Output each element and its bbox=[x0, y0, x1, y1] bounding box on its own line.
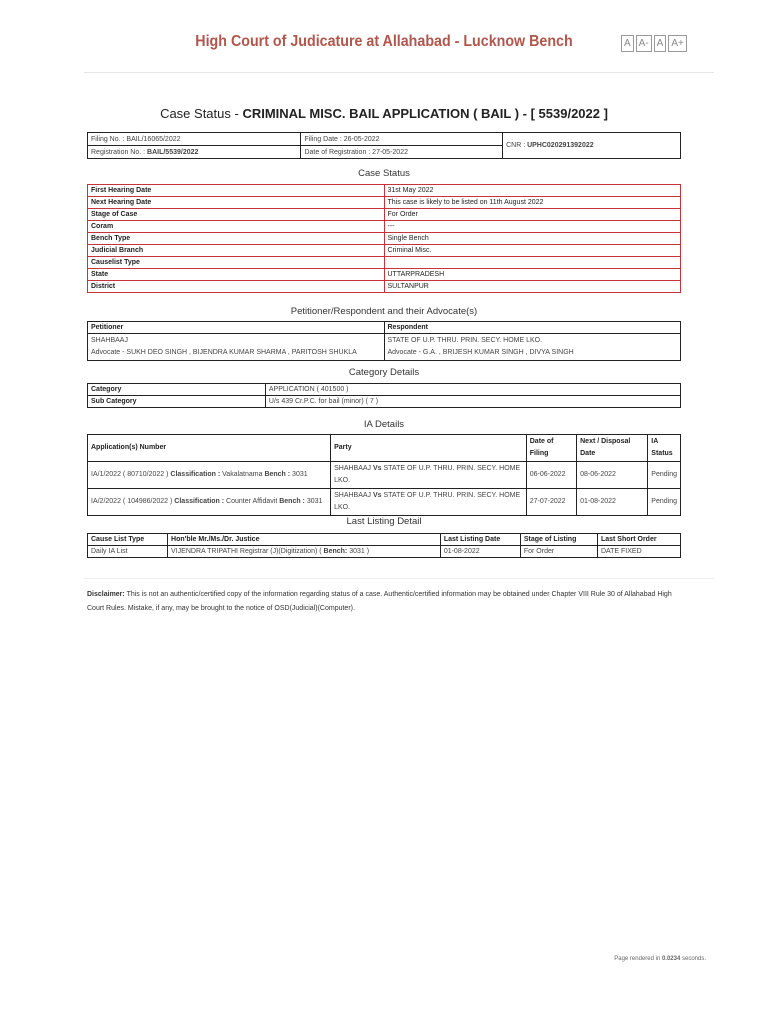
status-value: 31st May 2022 bbox=[384, 185, 681, 197]
category-heading: Category Details bbox=[348, 367, 420, 378]
category-value: APPLICATION ( 401500 ) bbox=[265, 384, 680, 396]
case-status-table bbox=[87, 184, 681, 293]
filing-no: Filing No. : BAIL/16065/2022 bbox=[88, 133, 301, 146]
status-label: Next Hearing Date bbox=[88, 197, 385, 209]
status-label: Coram bbox=[88, 221, 385, 233]
registration-no: Registration No. : BAIL/5539/2022 bbox=[88, 146, 301, 159]
listing-header-type: Cause List Type bbox=[88, 534, 168, 546]
ia-header-filing: Date of Filing bbox=[526, 435, 576, 462]
status-row bbox=[88, 221, 681, 233]
listing-header-justice: Hon'ble Mr./Ms./Dr. Justice bbox=[168, 534, 441, 546]
listing-table bbox=[87, 533, 681, 558]
ia-table bbox=[87, 434, 681, 516]
status-row bbox=[88, 185, 681, 197]
status-row bbox=[88, 233, 681, 245]
disclaimer: Disclaimer: This is not an authentic/certified copy of the information regarding status of a case. Authentic/certified information may be obtained under Chapter VIII Rule 30 of Allahabad High Court Rules. Mistake, if any, may be brought to the notice of OSD(Judicial)(Computer). bbox=[87, 591, 672, 612]
status-value: For Order bbox=[384, 209, 681, 221]
ia-header-party: Party bbox=[331, 435, 527, 462]
font-reset-button[interactable]: A bbox=[621, 35, 634, 52]
petitioner-header: Petitioner bbox=[88, 322, 385, 334]
listing-heading: Last Listing Detail bbox=[346, 516, 422, 527]
status-value: Single Bench bbox=[384, 233, 681, 245]
page-title bbox=[0, 106, 768, 121]
subcategory-value: U/s 439 Cr.P.C. for bail (minor) ( 7 ) bbox=[265, 396, 680, 408]
status-label: State bbox=[88, 269, 385, 281]
status-value: This case is likely to be listed on 11th August 2022 bbox=[384, 197, 681, 209]
ia-header-number: Application(s) Number bbox=[88, 435, 331, 462]
status-label: District bbox=[88, 281, 385, 293]
status-label: Causelist Type bbox=[88, 257, 385, 269]
status-row bbox=[88, 281, 681, 293]
status-label: Judicial Branch bbox=[88, 245, 385, 257]
ia-header-status: IA Status bbox=[648, 435, 681, 462]
parties-table bbox=[87, 321, 681, 361]
status-label: First Hearing Date bbox=[88, 185, 385, 197]
status-row bbox=[88, 257, 681, 269]
status-row bbox=[88, 197, 681, 209]
ia-row: IA/2/2022 ( 104986/2022 ) Classification : Counter Affidavit Bench : 3031 SHAHBAAJ Vs STATE OF U.P. THRU. PRIN. SECY. HOME LKO. 27-07-2022 01-08-2022 Pending bbox=[88, 489, 681, 516]
case-name: CRIMINAL MISC. BAIL APPLICATION ( BAIL ) - [ 5539/2022 ] bbox=[242, 106, 608, 121]
font-size-controls bbox=[621, 35, 687, 52]
respondent-cell: STATE OF U.P. THRU. PRIN. SECY. HOME LKO. Advocate - G.A. , BRIJESH KUMAR SINGH , DIVYA SINGH bbox=[384, 334, 681, 361]
font-increase-button[interactable]: A+ bbox=[668, 35, 687, 52]
listing-header-date: Last Listing Date bbox=[440, 534, 520, 546]
title-prefix: Case Status - bbox=[160, 106, 243, 121]
category-table bbox=[87, 383, 681, 408]
status-row bbox=[88, 209, 681, 221]
divider bbox=[84, 72, 714, 73]
cnr: CNR : UPHC020291392022 bbox=[503, 133, 681, 159]
listing-row: Daily IA List VIJENDRA TRIPATHI Registrar (J)(Digitization) ( Bench: 3031 ) 01-08-2022 For Order DATE FIXED bbox=[88, 546, 681, 558]
case-status-heading: Case Status bbox=[358, 168, 410, 179]
status-label: Bench Type bbox=[88, 233, 385, 245]
status-value: Criminal Misc. bbox=[384, 245, 681, 257]
category-label: Category bbox=[88, 384, 266, 396]
filing-date: Filing Date : 26-05-2022 bbox=[301, 133, 503, 146]
status-value: --- bbox=[384, 221, 681, 233]
case-info-table bbox=[87, 132, 681, 159]
status-row bbox=[88, 269, 681, 281]
font-decrease-button[interactable]: A- bbox=[636, 35, 652, 52]
divider bbox=[84, 578, 714, 579]
status-value: SULTANPUR bbox=[384, 281, 681, 293]
subcategory-label: Sub Category bbox=[88, 396, 266, 408]
petitioner-cell: SHAHBAAJ Advocate - SUKH DEO SINGH , BIJENDRA KUMAR SHARMA , PARITOSH SHUKLA bbox=[88, 334, 385, 361]
listing-header-stage: Stage of Listing bbox=[520, 534, 597, 546]
site-title: High Court of Judicature at Allahabad - Lucknow Bench bbox=[195, 33, 573, 50]
status-value bbox=[384, 257, 681, 269]
listing-header-order: Last Short Order bbox=[597, 534, 680, 546]
registration-date: Date of Registration : 27-05-2022 bbox=[301, 146, 503, 159]
respondent-header: Respondent bbox=[384, 322, 681, 334]
ia-header-next: Next / Disposal Date bbox=[577, 435, 648, 462]
render-time: Page rendered in 0.0234 seconds. bbox=[614, 956, 706, 962]
status-row bbox=[88, 245, 681, 257]
status-value: UTTARPRADESH bbox=[384, 269, 681, 281]
ia-heading: IA Details bbox=[363, 419, 405, 430]
ia-row: IA/1/2022 ( 80710/2022 ) Classification : Vakalatnama Bench : 3031 SHAHBAAJ Vs STATE OF U.P. THRU. PRIN. SECY. HOME LKO. 06-06-2022 08-06-2022 Pending bbox=[88, 462, 681, 489]
status-label: Stage of Case bbox=[88, 209, 385, 221]
font-normal-button[interactable]: A bbox=[654, 35, 667, 52]
parties-heading: Petitioner/Respondent and their Advocate(s) bbox=[290, 306, 478, 317]
